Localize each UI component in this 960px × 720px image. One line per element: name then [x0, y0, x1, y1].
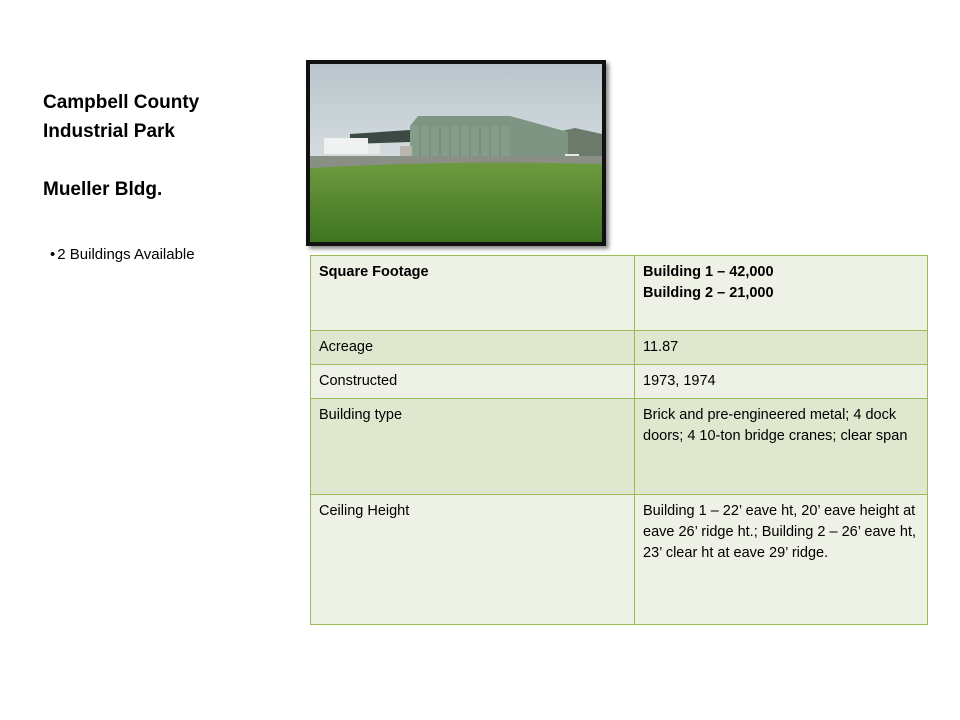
table-row-square-footage: [311, 256, 928, 331]
title-line-1: Campbell County: [43, 92, 200, 113]
building-photo: [306, 60, 606, 246]
title-spacer: [43, 146, 303, 175]
table-cell-value: Brick and pre-engineered metal; 4 dock doors; 4 10-ton bridge cranes; clear span: [635, 399, 928, 495]
square-footage-building-2: Building 2 – 21,000: [643, 285, 774, 301]
bullet-list: [50, 246, 195, 263]
bullet-item: • 2 Buildings Available: [50, 246, 195, 263]
title-line-2: Industrial Park: [43, 121, 175, 142]
table-row-acreage: [311, 331, 928, 365]
table-row-constructed: [311, 365, 928, 399]
title-block: [43, 88, 303, 204]
table-cell-value: 1973, 1974: [635, 365, 928, 399]
table-cell-label: Acreage: [311, 331, 635, 365]
table-cell-label: Ceiling Height: [311, 495, 635, 625]
table-row-ceiling-height: [311, 495, 928, 625]
table-cell-label: Building type: [311, 399, 635, 495]
table-cell-value: [635, 256, 928, 331]
table-row-building-type: [311, 399, 928, 495]
square-footage-building-1: Building 1 – 42,000: [643, 264, 774, 280]
table-cell-label: Constructed: [311, 365, 635, 399]
table-cell-label: Square Footage: [311, 256, 635, 331]
table-cell-value: Building 1 – 22’ eave ht, 20’ eave height at eave 26’ ridge ht.; Building 2 – 26’ eave ht, 23’ clear ht at eave 29’ ridge.: [635, 495, 928, 625]
building-photo-icon: [310, 64, 602, 242]
table-cell-value: 11.87: [635, 331, 928, 365]
building-name: Mueller Bldg.: [43, 179, 163, 200]
spec-table: [310, 255, 928, 625]
